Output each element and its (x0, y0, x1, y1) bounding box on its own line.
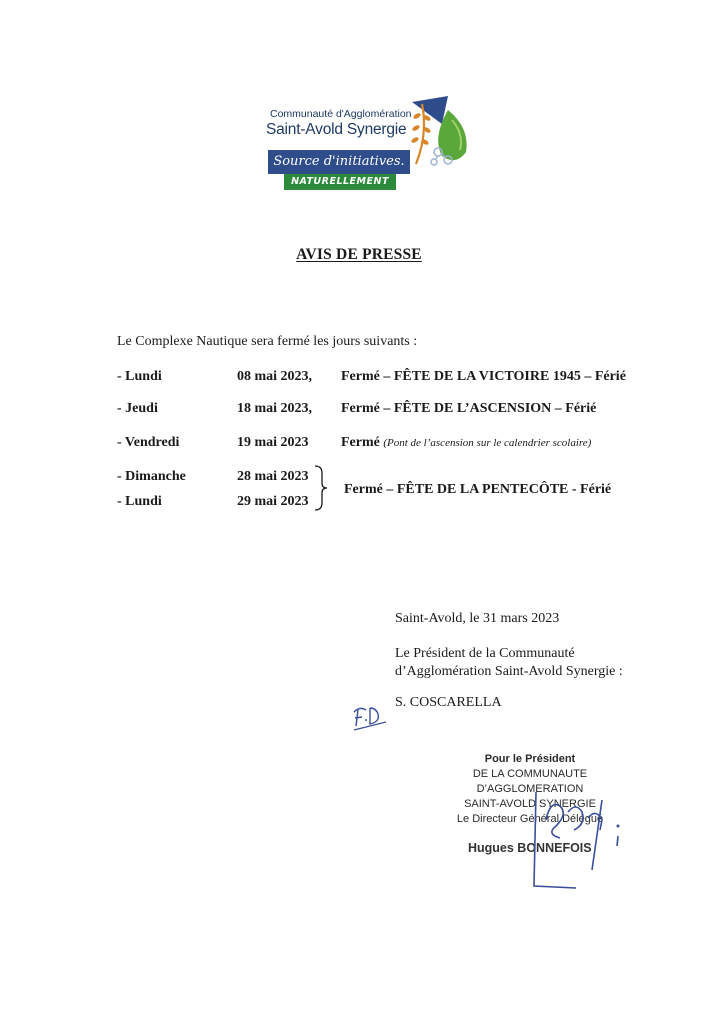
press-notice-title: AVIS DE PRESSE (296, 246, 422, 263)
closure-day: - Jeudi (117, 401, 158, 416)
closure-status-label: Fermé (341, 435, 380, 450)
grouped-closure-status: Fermé – FÊTE DE LA PENTECÔTE - Férié (344, 482, 612, 497)
handwritten-signature-icon (516, 790, 636, 890)
organization-logo (262, 94, 474, 198)
logo-subtagline: NATURELLEMENT (284, 174, 396, 190)
closure-date: 29 mai 2023 (237, 494, 309, 509)
stamp-line-1: Pour le Président (484, 753, 576, 765)
stamp-name: Hugues BONNEFOIS (468, 841, 592, 855)
closure-status: Fermé – FÊTE DE LA VICTOIRE 1945 – Férié (341, 369, 626, 384)
closure-row (0, 369, 718, 391)
place-date: Saint-Avold, le 31 mars 2023 (395, 611, 560, 626)
logo-line-1: Communauté d'Agglomération (270, 108, 412, 120)
intro-text: Le Complexe Nautique sera fermé les jours suivants : (117, 334, 418, 349)
logo-emblem-icon (408, 94, 474, 172)
stamp-line-3: SAINT-AVOLD SYNERGIE (464, 798, 596, 810)
handwritten-initials-icon (350, 696, 390, 736)
logo-line-2: Saint-Avold Synergie (266, 121, 407, 138)
closure-day: - Vendredi (117, 435, 180, 450)
signatory-role-line-2: d’Agglomération Saint-Avold Synergie : (395, 664, 623, 679)
stamp-line-4: Le Directeur Général Délégué (456, 813, 604, 825)
closure-date: 08 mai 2023, (237, 369, 313, 384)
closure-date: 28 mai 2023 (237, 469, 309, 484)
closure-note: (Pont de l’ascension sur le calendrier scolaire) (383, 437, 592, 449)
closure-day: - Lundi (117, 369, 162, 384)
closure-status (341, 435, 591, 451)
closure-row (0, 401, 718, 423)
right-brace-icon (313, 464, 329, 512)
closure-status: Fermé – FÊTE DE L’ASCENSION – Férié (341, 401, 597, 416)
closure-row (0, 435, 718, 457)
logo-tagline: Source d'initiatives. (268, 150, 410, 174)
stamp-line-2: DE LA COMMUNAUTE D’AGGLOMERATION (472, 768, 588, 795)
signatory-role-line-1: Le Président de la Communauté (395, 646, 575, 661)
closure-date: 19 mai 2023 (237, 435, 309, 450)
closure-day: - Lundi (117, 494, 162, 509)
closure-day: - Dimanche (117, 469, 186, 484)
signatory-name: S. COSCARELLA (395, 695, 502, 710)
closure-date: 18 mai 2023, (237, 401, 313, 416)
